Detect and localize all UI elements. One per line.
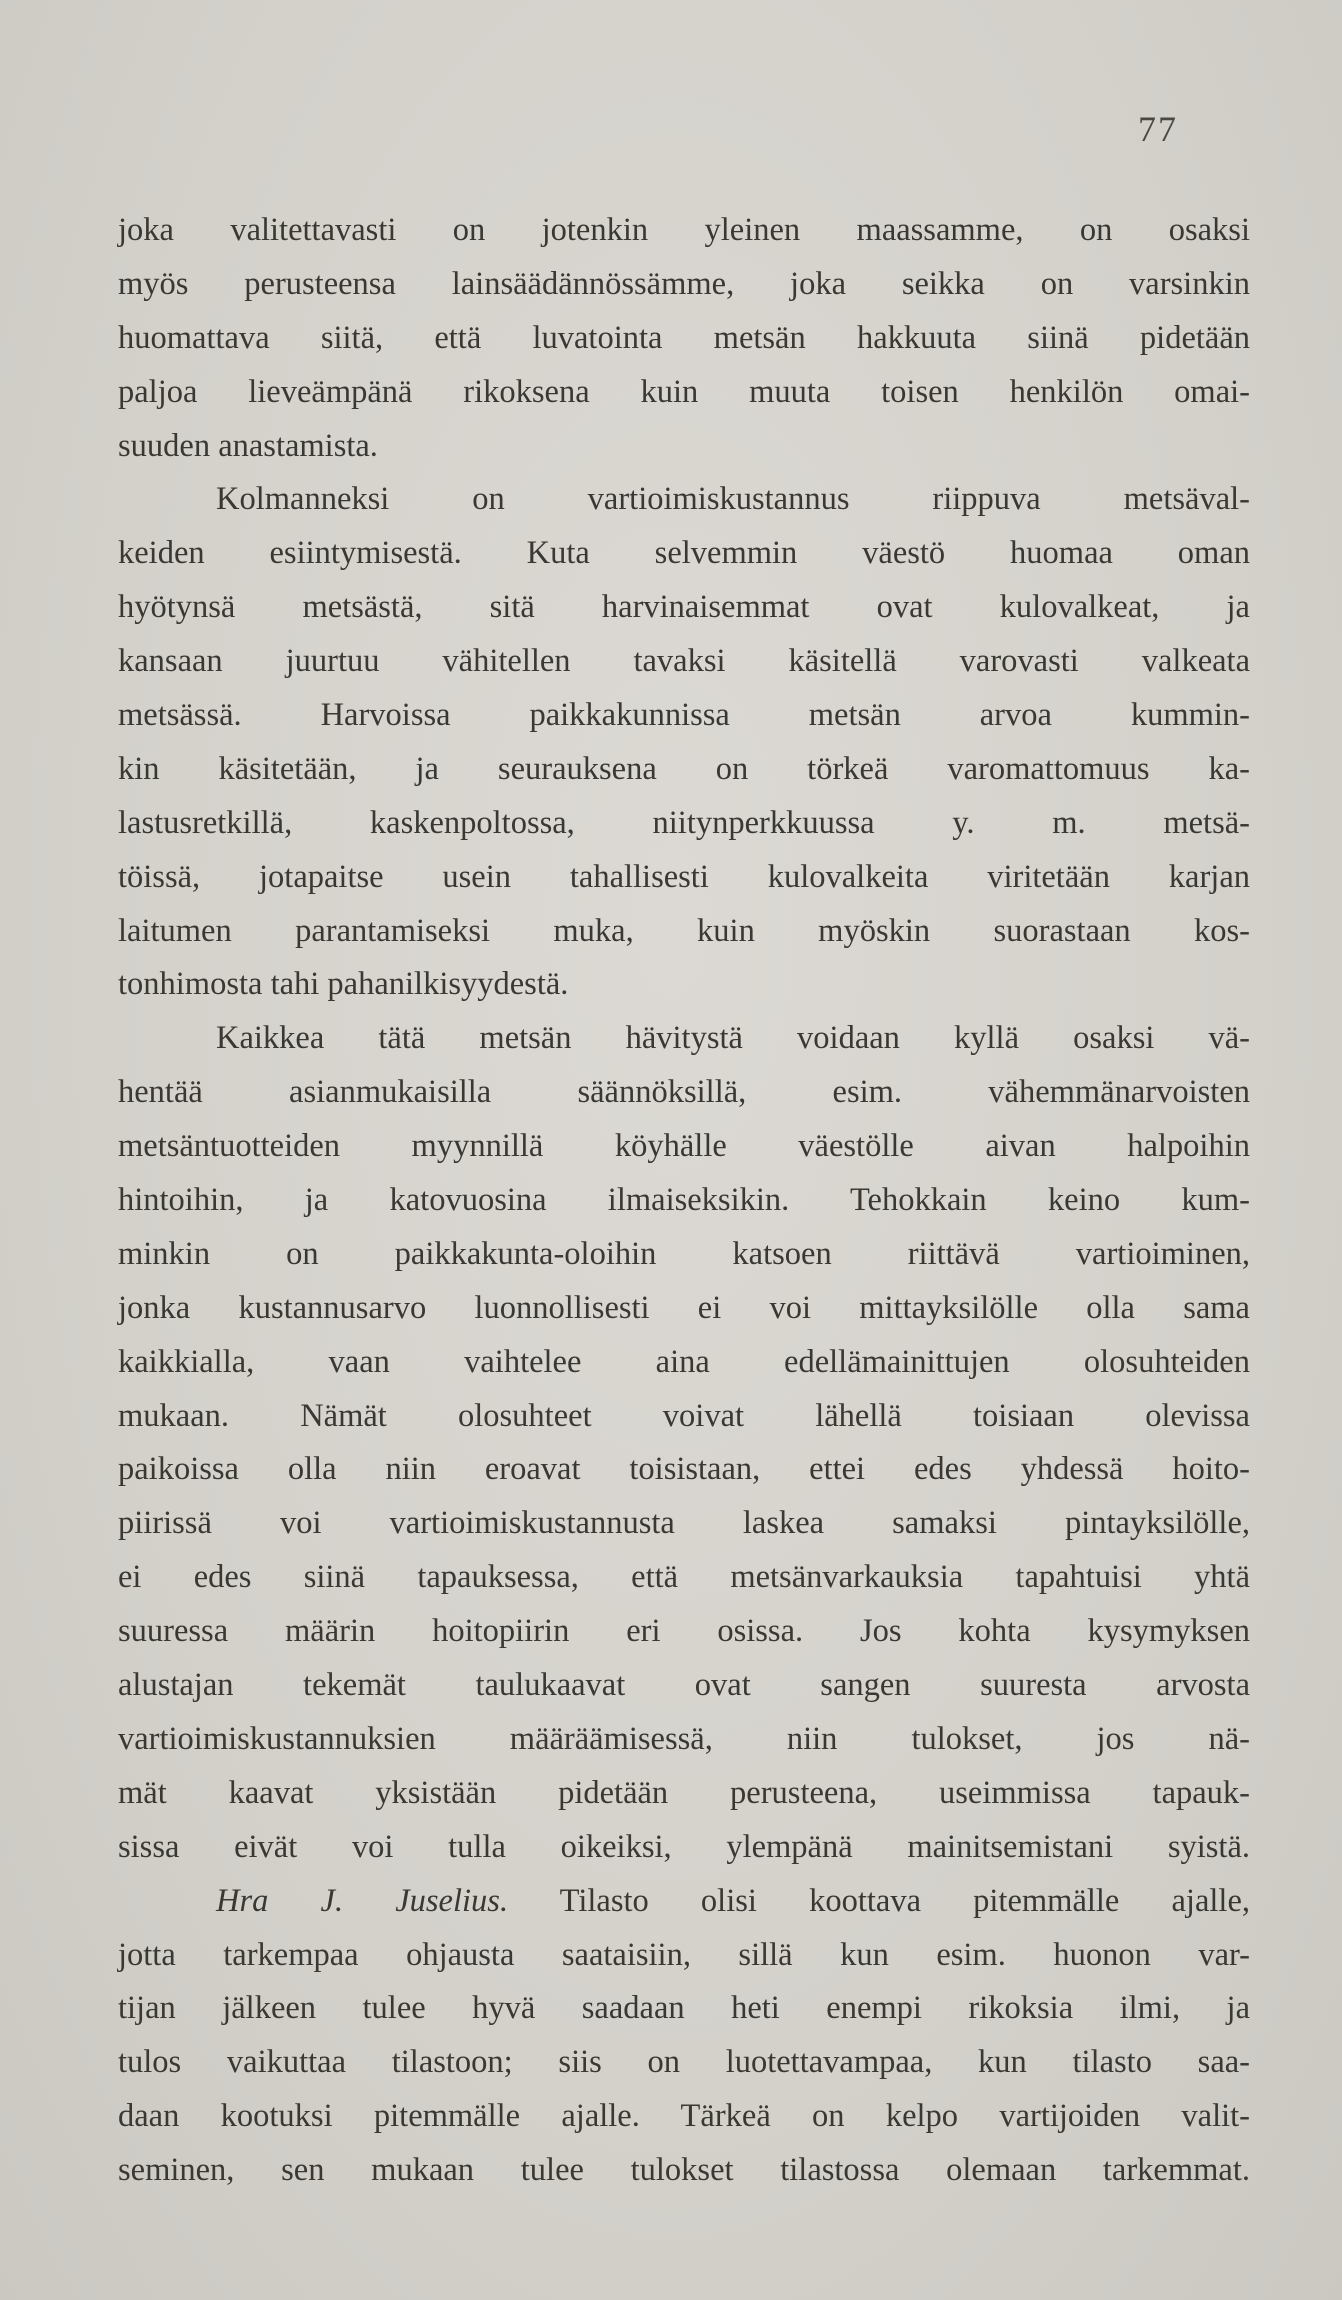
line-text: joka valitettavasti on jotenkin yleinen maassamme, on osaksi xyxy=(118,212,1250,248)
line-text: tonhimosta tahi pahanilkisyydestä. xyxy=(118,966,569,1003)
body-text xyxy=(118,204,1250,2198)
line-text: sissa eivät voi tulla oikeiksi, ylempänä mainitsemistani syistä. xyxy=(118,1828,1250,1865)
text-line xyxy=(118,1551,1250,1605)
text-line xyxy=(118,1390,1250,1444)
text-line xyxy=(118,420,1250,474)
text-line xyxy=(118,743,1250,797)
text-line xyxy=(118,1228,1250,1282)
line-text: myös perusteensa lainsäädännössämme, joka seikka on varsinkin xyxy=(118,265,1250,302)
line-text: daan kootuksi pitemmälle ajalle. Tärkeä on kelpo vartijoiden valit- xyxy=(118,2098,1250,2135)
line-text: hyötynsä metsästä, sitä harvinaisemmat ovat kulovalkeat, ja xyxy=(118,589,1250,626)
text-line xyxy=(118,1929,1250,1983)
text-line xyxy=(118,1066,1250,1120)
text-line xyxy=(118,312,1250,366)
line-text: Kolmanneksi on vartioimiskustannus riippuva metsäval- xyxy=(216,481,1250,518)
text-line xyxy=(118,635,1250,689)
text-line xyxy=(118,1282,1250,1336)
text-line xyxy=(118,1012,1250,1066)
line-text: jotta tarkempaa ohjausta saataisiin, sillä kun esim. huonon var- xyxy=(118,1936,1250,1973)
text-line xyxy=(118,1174,1250,1228)
text-line xyxy=(118,1497,1250,1551)
text-line xyxy=(118,905,1250,959)
text-line xyxy=(118,851,1250,905)
line-text: ei edes siinä tapauksessa, että metsänvarkauksia tapahtuisi yhtä xyxy=(118,1559,1250,1596)
line-text: kin käsitetään, ja seurauksena on törkeä varomattomuus ka- xyxy=(118,750,1250,787)
text-line xyxy=(118,958,1250,1012)
line-text: metsäntuotteiden myynnillä köyhälle väestölle aivan halpoihin xyxy=(118,1128,1250,1165)
line-text: lastusretkillä, kaskenpoltossa, niitynperkkuussa y. m. metsä- xyxy=(118,804,1250,841)
line-text: paikoissa olla niin eroavat toisistaan, ettei edes yhdessä hoito- xyxy=(118,1451,1250,1488)
text-line xyxy=(118,1821,1250,1875)
text-line xyxy=(118,689,1250,743)
line-text: metsässä. Harvoissa paikkakunnissa metsän arvoa kummin- xyxy=(118,697,1250,734)
text-line xyxy=(118,1659,1250,1713)
text-line xyxy=(118,1767,1250,1821)
line-text: paljoa lieveämpänä rikoksena kuin muuta toisen henkilön omai- xyxy=(118,373,1250,410)
text-line xyxy=(118,366,1250,420)
text-line xyxy=(118,2144,1250,2198)
text-line xyxy=(118,1875,1250,1929)
text-line xyxy=(118,204,1250,258)
line-text: töissä, jotapaitse usein tahallisesti kulovalkeita viritetään karjan xyxy=(118,858,1250,895)
line-text: vartioimiskustannuksien määräämisessä, niin tulokset, jos nä- xyxy=(118,1720,1250,1757)
text-line xyxy=(118,1120,1250,1174)
line-text: hintoihin, ja katovuosina ilmaiseksikin. Tehokkain keino kum- xyxy=(118,1182,1250,1219)
line-text: alustajan tekemät taulukaavat ovat sangen suuresta arvosta xyxy=(118,1667,1250,1704)
line-text: tijan jälkeen tulee hyvä saadaan heti enempi rikoksia ilmi, ja xyxy=(118,1990,1250,2027)
line-text: mät kaavat yksistään pidetään perusteena, useimmissa tapauk- xyxy=(118,1774,1250,1811)
line-text: piirissä voi vartioimiskustannusta laskea samaksi pintayksilölle, xyxy=(118,1505,1250,1542)
line-text: suuressa määrin hoitopiirin eri osissa. Jos kohta kysymyksen xyxy=(118,1613,1250,1650)
line-text: kansaan juurtuu vähitellen tavaksi käsitellä varovasti valkeata xyxy=(118,643,1250,680)
line-text: huomattava siitä, että luvatointa metsän hakkuuta siinä pidetään xyxy=(118,319,1250,356)
line-text: Kaikkea tätä metsän hävitystä voidaan kyllä osaksi vä- xyxy=(216,1020,1250,1057)
text-line xyxy=(118,258,1250,312)
line-text: Tilasto olisi koottava pitemmälle ajalle, xyxy=(559,1882,1250,1919)
line-text: mukaan. Nämät olosuhteet voivat lähellä toisiaan olevissa xyxy=(118,1397,1250,1434)
text-line xyxy=(118,1336,1250,1390)
line-text: minkin on paikkakunta-oloihin katsoen riittävä vartioiminen, xyxy=(118,1235,1250,1272)
line-text: tulos vaikuttaa tilastoon; siis on luotettavampaa, kun tilasto saa- xyxy=(118,2044,1250,2081)
page-number: 77 xyxy=(1138,109,1178,149)
text-line xyxy=(118,1605,1250,1659)
text-line xyxy=(118,473,1250,527)
line-text: seminen, sen mukaan tulee tulokset tilastossa olemaan tarkemmat. xyxy=(118,2152,1250,2189)
text-line xyxy=(118,1713,1250,1767)
line-text: kaikkialla, vaan vaihtelee aina edellämainittujen olosuhteiden xyxy=(118,1343,1250,1380)
text-line xyxy=(118,527,1250,581)
line-text: keiden esiintymisestä. Kuta selvemmin väestö huomaa oman xyxy=(118,535,1250,572)
line-text: laitumen parantamiseksi muka, kuin myöskin suorastaan kos- xyxy=(118,912,1250,949)
text-line xyxy=(118,2036,1250,2090)
text-line xyxy=(118,1982,1250,2036)
line-text: jonka kustannusarvo luonnollisesti ei voi mittayksilölle olla sama xyxy=(118,1289,1250,1326)
text-line xyxy=(118,581,1250,635)
text-line xyxy=(118,2090,1250,2144)
text-line xyxy=(118,797,1250,851)
line-text: suuden anastamista. xyxy=(118,427,378,464)
line-text: hentää asianmukaisilla säännöksillä, esim. vähemmänarvoisten xyxy=(118,1074,1250,1111)
text-line xyxy=(118,1443,1250,1497)
speaker-name: Hra J. Juselius. xyxy=(216,1882,509,1919)
